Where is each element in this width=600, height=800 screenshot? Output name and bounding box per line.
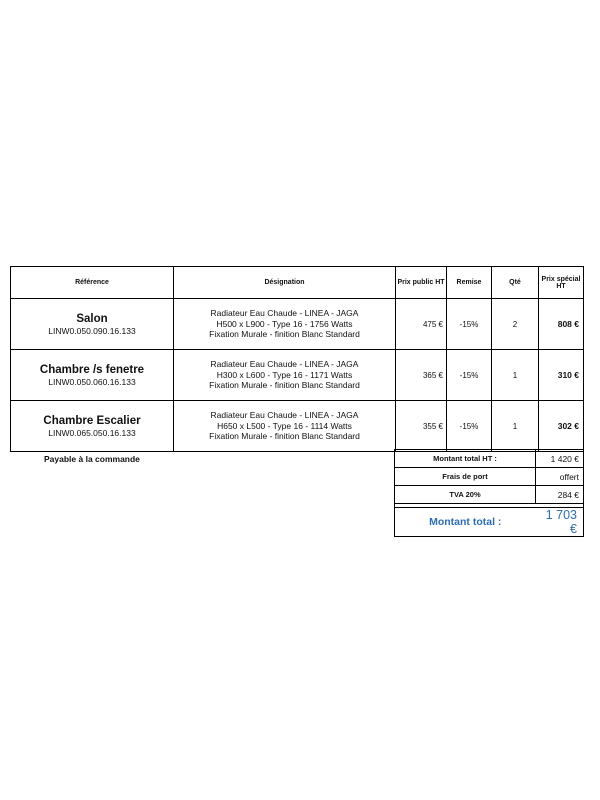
remise-cell: -15% (447, 299, 492, 350)
prix-special-cell: 302 € (539, 401, 584, 452)
qte-cell: 2 (492, 299, 539, 350)
designation-line: Radiateur Eau Chaude - LINEA - JAGA (210, 410, 359, 421)
designation-cell (174, 401, 396, 452)
header-remise: Remise (447, 267, 492, 299)
tva-value: 284 € (536, 486, 584, 504)
remise-cell: -15% (447, 350, 492, 401)
table-row (11, 401, 584, 452)
prix-public-cell: 475 € (396, 299, 447, 350)
room-name: Chambre Escalier (43, 414, 141, 427)
prix-public-cell: 355 € (396, 401, 447, 452)
shipping-row (395, 468, 584, 486)
payment-note: Payable à la commande (44, 454, 140, 464)
reference-cell (11, 401, 174, 452)
total-ht-row (395, 450, 584, 468)
table-header-row (11, 267, 584, 299)
header-reference: Référence (11, 267, 174, 299)
remise-cell: -15% (447, 401, 492, 452)
designation-line: H650 x L500 - Type 16 - 1114 Watts (217, 420, 352, 431)
grand-total-value: 1 703 € (536, 508, 584, 537)
prix-public-cell: 365 € (396, 350, 447, 401)
qte-cell: 1 (492, 350, 539, 401)
product-code: LINW0.050.060.16.133 (48, 376, 136, 387)
prix-special-cell: 310 € (539, 350, 584, 401)
tva-row (395, 486, 584, 504)
room-name: Chambre /s fenetre (39, 363, 145, 376)
tva-label: TVA 20% (395, 486, 536, 504)
designation-line: Radiateur Eau Chaude - LINEA - JAGA (210, 308, 359, 319)
grand-total-label: Montant total : (395, 508, 536, 537)
header-qte: Qté (492, 267, 539, 299)
designation-line: Radiateur Eau Chaude - LINEA - JAGA (210, 359, 359, 370)
quote-items-table (10, 266, 584, 452)
totals-table (394, 449, 584, 537)
designation-line: Fixation Murale - finition Blanc Standard (209, 431, 360, 442)
shipping-value: offert (536, 468, 584, 486)
designation-cell (174, 350, 396, 401)
designation-line: H300 x L600 - Type 16 - 1171 Watts (216, 369, 353, 380)
reference-cell (11, 350, 174, 401)
designation-line: Fixation Murale - finition Blanc Standard (209, 380, 360, 391)
table-row (11, 299, 584, 350)
designation-cell (174, 299, 396, 350)
total-ht-label: Montant total HT : (395, 450, 536, 468)
grand-total-row (395, 508, 584, 537)
prix-special-cell: 808 € (539, 299, 584, 350)
header-prix-public: Prix public HT (396, 267, 447, 299)
reference-cell (11, 299, 174, 350)
shipping-label: Frais de port (395, 468, 536, 486)
designation-line: H500 x L900 - Type 16 - 1756 Watts (216, 318, 353, 329)
room-name: Salon (76, 312, 108, 325)
table-row (11, 350, 584, 401)
header-designation: Désignation (174, 267, 396, 299)
designation-line: Fixation Murale - finition Blanc Standard (209, 329, 360, 340)
product-code: LINW0.065.050.16.133 (48, 427, 136, 438)
qte-cell: 1 (492, 401, 539, 452)
total-ht-value: 1 420 € (536, 450, 584, 468)
header-prix-special: Prix spécial HT (539, 267, 584, 299)
product-code: LINW0.050.090.16.133 (48, 325, 136, 336)
